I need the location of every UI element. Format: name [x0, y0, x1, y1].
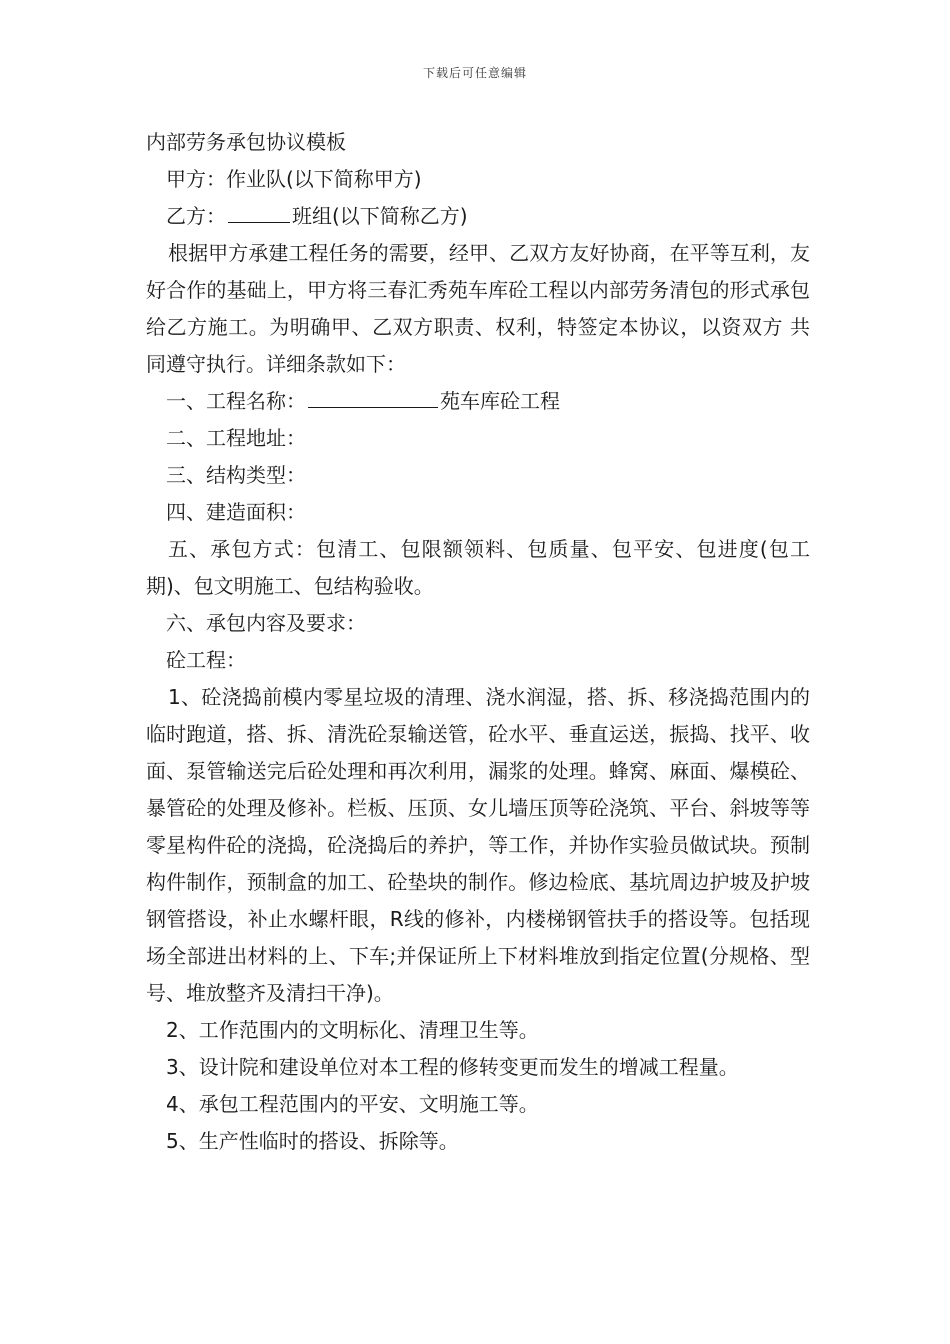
- party-b-line: [146, 198, 810, 235]
- party-b-blank: [228, 204, 290, 223]
- item-project-address: 二、工程地址：: [166, 426, 306, 450]
- item-structure-type: 三、结构类型：: [166, 463, 306, 487]
- party-b-prefix: 乙方：: [166, 204, 226, 228]
- clause-3: 3、设计院和建设单位对本工程的修转变更而发生的增减工程量。: [166, 1055, 739, 1079]
- project-name-blank: [308, 389, 438, 408]
- document-title: 内部劳务承包协议模板: [146, 130, 346, 154]
- clause-5: 5、生产性临时的搭设、拆除等。: [166, 1129, 459, 1153]
- item-building-area: 四、建造面积：: [166, 500, 306, 524]
- item1-suffix: 苑车库砼工程: [440, 389, 560, 413]
- document-body: [146, 124, 810, 1160]
- item-project-name: [146, 383, 810, 420]
- item-contract-method: 五、承包方式：包清工、包限额领料、包质量、包平安、包进度(包工期)、包文明施工、包结构验收。: [146, 537, 810, 598]
- party-b-suffix: 班组(以下简称乙方): [292, 204, 468, 228]
- clause-2: 2、工作范围内的文明标化、清理卫生等。: [166, 1018, 539, 1042]
- item1-prefix: 一、工程名称：: [166, 389, 306, 413]
- clause-1: 1、砼浇捣前模内零星垃圾的清理、浇水润湿，搭、拆、移浇捣范围内的临时跑道，搭、拆、清洗砼泵输送管，砼水平、垂直运送，振捣、找平、收面、泵管输送完后砼处理和再次利用，漏浆的处理。蜂窝、麻面、爆模砼、暴管砼的处理及修补。栏板、压顶、女儿墙压顶等砼浇筑、平台、斜坡等等零星构件砼的浇捣，砼浇捣后的养护，等工作，并协作实验员做试块。预制构件制作，预制盒的加工、砼垫块的制作。修边检底、基坑周边护坡及护坡钢管搭设，补止水螺杆眼，R线的修补，内楼梯钢管扶手的搭设等。包括现场全部进出材料的上、下车;并保证所上下材料堆放到指定位置(分规格、型号、堆放整齐及清扫干净)。: [146, 685, 810, 1005]
- item-contract-content: 六、承包内容及要求：: [166, 611, 366, 635]
- section-concrete-title: 砼工程：: [166, 648, 246, 672]
- clause-4: 4、承包工程范围内的平安、文明施工等。: [166, 1092, 539, 1116]
- intro-paragraph: 根据甲方承建工程任务的需要，经甲、乙双方友好协商，在平等互利，友好合作的基础上，甲方将三春汇秀苑车库砼工程以内部劳务清包的形式承包给乙方施工。为明确甲、乙双方职责、权利，特签定本协议，以资双方 共同遵守执行。详细条款如下：: [146, 241, 810, 376]
- party-a-line: 甲方：作业队(以下简称甲方): [166, 167, 422, 191]
- header-note: 下载后可任意编辑: [422, 66, 527, 80]
